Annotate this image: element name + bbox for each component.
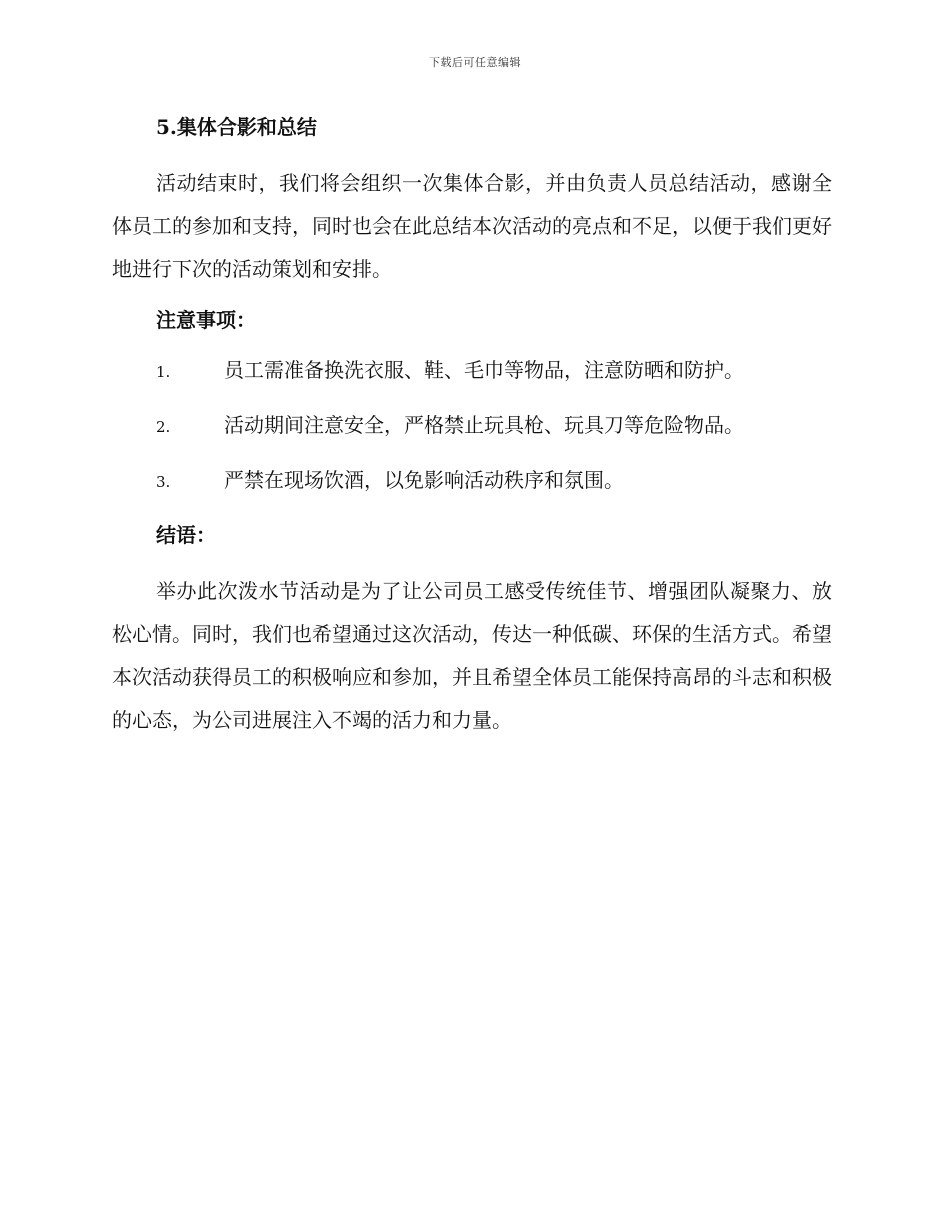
list-item [112,410,832,440]
list-item-number: 3. [156,473,171,491]
list-item [112,465,832,495]
section-heading-conclusion: 结语： [156,523,216,547]
list-item-text: 严禁在现场饮酒，以免影响活动秩序和氛围。 [224,468,624,492]
list-item-text: 活动期间注意安全，严格禁止玩具枪、玩具刀等危险物品。 [224,413,744,437]
document-body [112,112,832,742]
section-paragraph-conclusion: 举办此次泼水节活动是为了让公司员工感受传统佳节、增强团队凝聚力、放松心情。同时，我们也希望通过这次活动，传达一种低碳、环保的生活方式。希望本次活动获得员工的积极响应和参加，并且希望全体员工能保持高昂的斗志和积极的心态，为公司进展注入不竭的活力和力量。 [112,579,832,732]
page-header: 下载后可任意编辑 [429,56,521,69]
list-item-number: 1. [156,363,171,381]
section-heading-group-photo: 5.集体合影和总结 [156,115,317,139]
list-item [112,355,832,385]
section-heading-notes: 注意事项： [156,308,256,332]
list-item-number: 2. [156,418,171,436]
section-paragraph-group-photo: 活动结束时，我们将会组织一次集体合影，并由负责人员总结活动，感谢全体员工的参加和支持，同时也会在此总结本次活动的亮点和不足，以便于我们更好地进行下次的活动策划和安排。 [112,171,832,281]
list-item-text: 员工需准备换洗衣服、鞋、毛巾等物品，注意防晒和防护。 [224,358,744,382]
